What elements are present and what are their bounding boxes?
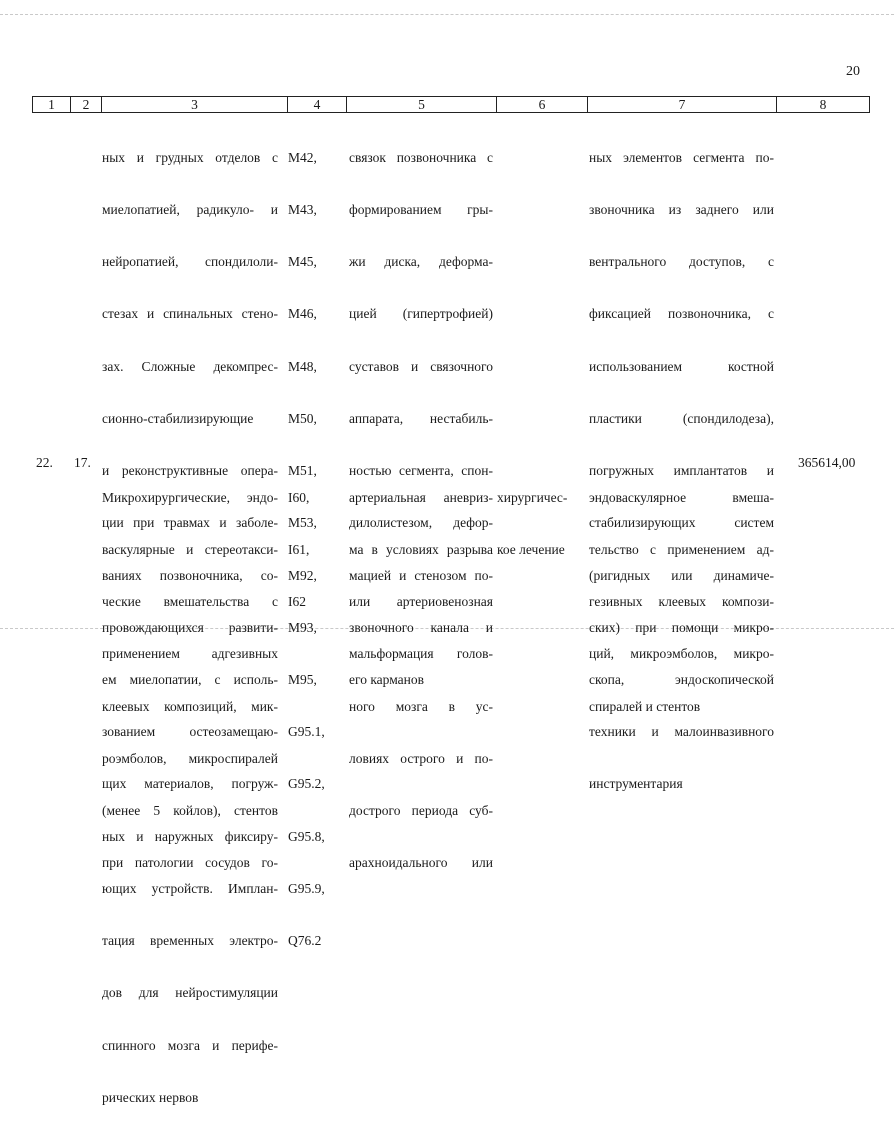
text-line: звоночника из заднего или <box>589 202 774 218</box>
column-number-header <box>32 96 870 113</box>
row22-col5-text <box>349 454 493 889</box>
text-line: мальформация голов- <box>349 646 493 662</box>
text-line: арахноидального или <box>349 855 493 871</box>
text-line: кое лечение <box>497 542 565 558</box>
text-line: жи диска, деформа- <box>349 254 493 270</box>
text-line: M43, <box>288 202 317 218</box>
row22-group-number: 17. <box>74 455 91 470</box>
text-line: аппарата, нестабиль- <box>349 410 493 426</box>
text-line: Микрохирургические, эндо- <box>102 489 278 505</box>
text-line: спинного мозга и перифе- <box>102 1037 278 1053</box>
text-line: Q76.2 <box>288 933 322 949</box>
text-line: ских) при помощи микро- <box>589 619 774 635</box>
text-line: M42, <box>288 149 317 165</box>
text-line: M45, <box>288 254 317 270</box>
text-line: формированием гры- <box>349 202 493 218</box>
text-line: I62 <box>288 594 306 610</box>
text-line: M93, <box>288 619 317 635</box>
text-line: фиксацией позвоночника, с <box>589 306 774 322</box>
text-line: M50, <box>288 410 317 426</box>
text-line: рических нервов <box>102 1089 199 1105</box>
text-line: M92, <box>288 567 317 583</box>
text-line: звоночного канала и <box>349 619 493 635</box>
text-line: зах. Сложные декомпрес- <box>102 358 278 374</box>
text-line: нейропатией, спондилоли- <box>102 254 278 270</box>
text-line: I61, <box>288 542 310 558</box>
text-line: ем миелопатии, с исполь- <box>102 672 278 687</box>
text-line: (ригидных или динамиче- <box>589 567 774 583</box>
header-cell: 6 <box>497 97 588 113</box>
header-cell: 1 <box>33 97 71 113</box>
text-line: G95.9, <box>288 880 325 896</box>
text-line: (менее 5 койлов), стентов <box>102 803 278 819</box>
text-line: вентрального доступов, с <box>589 254 774 270</box>
row22-col3-text <box>102 454 278 889</box>
text-line: щих материалов, погруж- <box>102 776 278 792</box>
text-line: I60, <box>288 489 310 505</box>
header-cell: 2 <box>71 97 102 113</box>
text-line: клеевых композиций, мик- <box>102 698 278 714</box>
text-line: ных и грудных отделов с <box>102 149 278 165</box>
text-line: ных элементов сегмента по- <box>589 149 774 165</box>
text-line: связок позвоночника с <box>349 149 493 165</box>
header-cell: 4 <box>288 97 347 113</box>
header-cell: 3 <box>102 97 288 113</box>
text-line: ции при травмах и заболе- <box>102 515 278 531</box>
text-line: использованием костной <box>589 358 774 374</box>
text-line: сионно-стабилизирующие <box>102 410 254 426</box>
text-line: и реконструктивные опера- <box>102 463 278 479</box>
header-cell: 7 <box>588 97 777 113</box>
text-line: дов для нейростимуляции <box>102 985 278 1001</box>
text-line: артериальная аневриз- <box>349 489 493 505</box>
text-line: тация временных электро- <box>102 933 278 949</box>
row22-number: 22. <box>36 455 53 470</box>
header-cell: 5 <box>347 97 497 113</box>
text-line: мацией и стенозом по- <box>349 567 493 583</box>
text-line: при патологии сосудов го- <box>102 855 278 871</box>
text-line: ющих устройств. Имплан- <box>102 880 278 896</box>
text-line: ваниях позвоночника, со- <box>102 567 278 583</box>
text-line: его карманов <box>349 672 425 687</box>
page-number: 20 <box>846 64 860 79</box>
text-line: M53, <box>288 515 317 531</box>
text-line: стабилизирующих систем <box>589 515 774 531</box>
text-line: M51, <box>288 463 317 479</box>
row22-cost: 365614,00 <box>798 455 856 470</box>
row22-col4-codes <box>288 454 344 628</box>
text-line: дилолистезом, дефор- <box>349 515 493 531</box>
text-line: роэмболов, микроспиралей <box>102 750 278 766</box>
text-line: васкулярные и стереотакси- <box>102 542 278 558</box>
text-line: ческие вмешательства с <box>102 594 278 610</box>
text-line: G95.1, <box>288 724 325 740</box>
text-line: пластики (спондилодеза), <box>589 410 774 426</box>
row22-col7-text <box>589 454 774 733</box>
row22-col6-text <box>497 454 585 576</box>
text-line: техники и малоинвазивного <box>589 724 774 740</box>
text-line: M48, <box>288 358 317 374</box>
text-line: G95.2, <box>288 776 325 792</box>
text-line: эндоваскулярное вмеша- <box>589 489 774 505</box>
text-line: провождающихся развити- <box>102 619 278 635</box>
scan-edge-top <box>0 14 894 15</box>
text-line: ма в условиях разрыва <box>349 542 493 558</box>
text-line: зованием остеозамещаю- <box>102 724 278 740</box>
text-line: ций, микроэмболов, микро- <box>589 646 774 662</box>
text-line: суставов и связочного <box>349 358 493 374</box>
text-line: ных и наружных фиксиру- <box>102 828 278 844</box>
text-line: погружных имплантатов и <box>589 463 774 479</box>
text-line: хирургичес- <box>497 489 568 505</box>
text-line: G95.8, <box>288 828 325 844</box>
text-line: дострого периода суб- <box>349 803 493 819</box>
text-line: M95, <box>288 672 317 687</box>
text-line: ного мозга в ус- <box>349 698 493 714</box>
text-line: тельство с применением ад- <box>589 542 774 558</box>
text-line: ловиях острого и по- <box>349 750 493 766</box>
text-line: спиралей и стентов <box>589 698 701 714</box>
text-line: инструментария <box>589 776 683 792</box>
text-line: ностью сегмента, спон- <box>349 463 493 479</box>
text-line: скопа, эндоскопической <box>589 672 774 687</box>
text-line: применением адгезивных <box>102 646 278 662</box>
text-line: цией (гипертрофией) <box>349 306 493 322</box>
text-line: гезивных клеевых компози- <box>589 594 774 610</box>
text-line: или артериовенозная <box>349 594 493 610</box>
text-line: M46, <box>288 306 317 322</box>
header-cell: 8 <box>777 97 870 113</box>
text-line: стезах и спинальных стено- <box>102 306 278 322</box>
text-line: миелопатией, радикуло- и <box>102 202 278 218</box>
